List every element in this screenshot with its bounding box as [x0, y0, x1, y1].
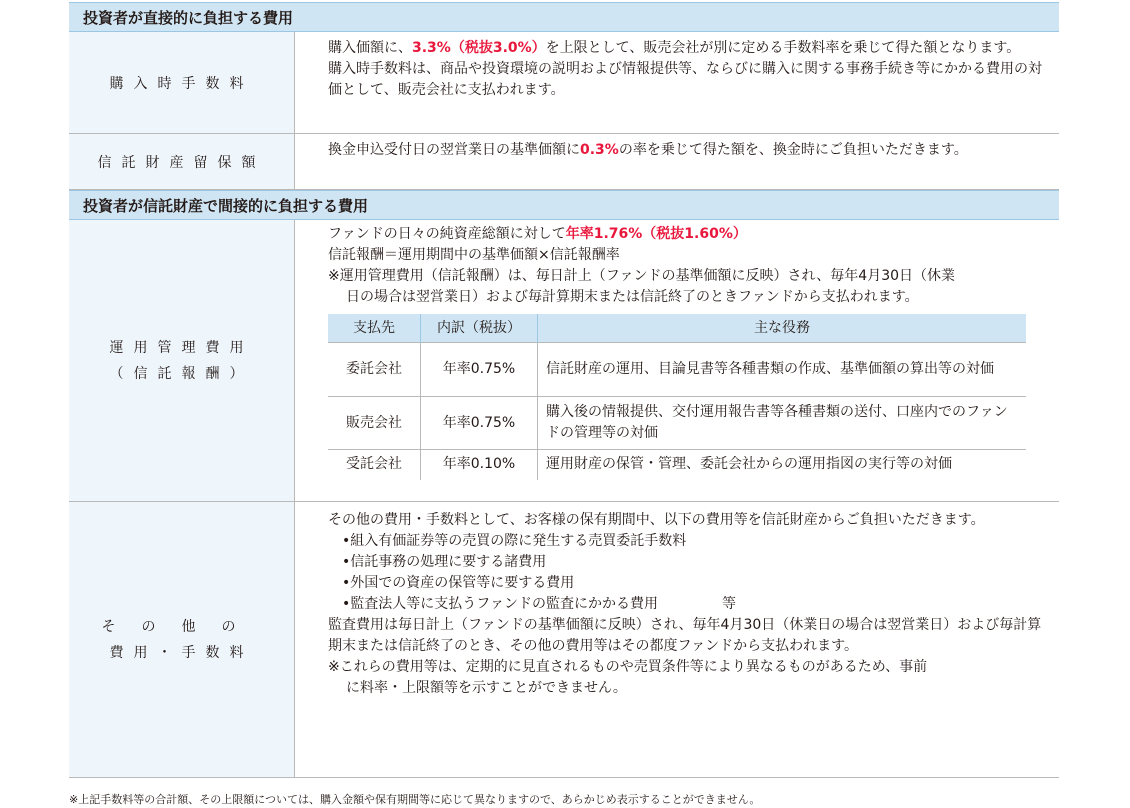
trust-fee-rate: 年率1.76%（税抜1.60%） [565, 226, 747, 242]
row-label-trust-fee [69, 220, 295, 501]
role-cell: 信託財産の運用、目論見書等各種書類の作成、基準価額の算出等の対価 [538, 343, 1027, 397]
trust-fee-formula: 信託報酬＝運用期間中の基準価額×信託報酬率 [328, 247, 620, 263]
row-purchase-fee [69, 32, 1059, 134]
rate-cell: 年率0.75% [421, 343, 538, 397]
row-other-fees [69, 502, 1059, 778]
retention-fee-text-post: の率を乗じて得た額を、換金時にご負担いただきます。 [618, 142, 968, 158]
row-content-other-fees [295, 502, 1059, 777]
footnote: ※上記手数料等の合計額、その上限額については、購入金額や保有期間等に応じて異なりますので、あらかじめ表示することができません。 [69, 793, 761, 806]
other-fees-label-line2: 費用・手数料 [109, 644, 254, 661]
other-fees-bullet: •監査法人等に支払うファンドの監査にかかる費用 [342, 596, 658, 612]
trust-fee-label-line2: （信託報酬） [109, 365, 254, 382]
payee-cell: 受託会社 [328, 450, 421, 480]
retention-fee-rate: 0.3% [580, 142, 619, 158]
rate-cell: 年率0.75% [421, 397, 538, 450]
role-cell: 購入後の情報提供、交付運用報告書等各種書類の送付、口座内でのファンドの管理等の対価 [538, 397, 1027, 450]
fee-breakdown-header-row [328, 314, 1026, 343]
row-content-purchase-fee [295, 32, 1059, 133]
section-header-indirect-costs: 投資者が信託財産で間接的に負担する費用 [69, 190, 1059, 220]
purchase-fee-description: 購入時手数料は、商品や投資環境の説明および情報提供等、ならびに購入に関する事務手続き等にかかる費用の対価として、販売会社に支払われます。 [328, 61, 1042, 98]
trust-fee-note-rest: 日の場合は翌営業日）および毎計算期末または信託終了のときファンドから支払われます。 [346, 289, 919, 305]
fee-table [69, 2, 1059, 778]
retention-fee-text-pre: 換金申込受付日の翌営業日の基準価額に [328, 142, 580, 158]
row-retention-fee [69, 134, 1059, 190]
other-fees-bullet: •外国での資産の保管等に要する費用 [342, 575, 575, 591]
col-header-role: 主な役務 [538, 314, 1027, 343]
row-content-trust-fee [295, 220, 1059, 501]
payee-cell: 委託会社 [328, 343, 421, 397]
other-fees-bullet: •組入有価証券等の売買の際に発生する売買委託手数料 [342, 533, 687, 549]
other-fees-bullets-suffix: 等 [721, 596, 736, 612]
other-fees-bullet-last [328, 594, 1045, 615]
rate-cell: 年率0.10% [421, 450, 538, 480]
other-fees-intro: その他の費用・手数料として、お客様の保有期間中、以下の費用等を信託財産からご負担いただきます。 [328, 512, 985, 528]
role-cell: 運用財産の保管・管理、委託会社からの運用指図の実行等の対価 [538, 450, 1027, 480]
other-fees-note-first: ※これらの費用等は、定期的に見直されるものや売買条件等により異なるものがあるため、事前 [328, 659, 928, 675]
col-header-payee: 支払先 [328, 314, 421, 343]
other-fees-note-rest: に料率・上限額等を示すことができません。 [346, 680, 627, 696]
col-header-rate: 内訳（税抜） [421, 314, 538, 343]
row-label-other-fees [69, 502, 295, 777]
row-label-purchase-fee: 購入時手数料 [69, 32, 295, 133]
other-fees-label-line1: その他の [101, 618, 262, 635]
other-fees-audit: 監査費用は毎日計上（ファンドの基準価額に反映）され、毎年4月30日（休業日の場合は翌営業日）および毎計算期末または信託終了のとき、その他の費用等はその都度ファンドから支払われます。 [328, 617, 1042, 654]
purchase-fee-text-pre: 購入価額に、 [328, 40, 412, 56]
other-fees-bullet: •信託事務の処理に要する諸費用 [342, 554, 547, 570]
table-row [328, 450, 1026, 480]
fee-breakdown-table [328, 314, 1026, 480]
trust-fee-text-pre: ファンドの日々の純資産総額に対して [328, 226, 566, 242]
trust-fee-label-line1: 運用管理費用 [109, 339, 254, 356]
table-row [328, 343, 1026, 397]
trust-fee-note-first: ※運用管理費用（信託報酬）は、毎日計上（ファンドの基準価額に反映）され、毎年4月30日（休業 [328, 268, 956, 284]
purchase-fee-text-post: を上限として、販売会社が別に定める手数料率を乗じて得た額となります。 [545, 40, 1021, 56]
table-row [328, 397, 1026, 450]
purchase-fee-max-rate: 3.3%（税抜3.0%） [412, 40, 546, 56]
row-trust-fee [69, 220, 1059, 502]
payee-cell: 販売会社 [328, 397, 421, 450]
row-label-retention-fee: 信託財産留保額 [69, 134, 295, 189]
section-header-direct-costs: 投資者が直接的に負担する費用 [69, 2, 1059, 32]
row-content-retention-fee [295, 134, 1059, 189]
